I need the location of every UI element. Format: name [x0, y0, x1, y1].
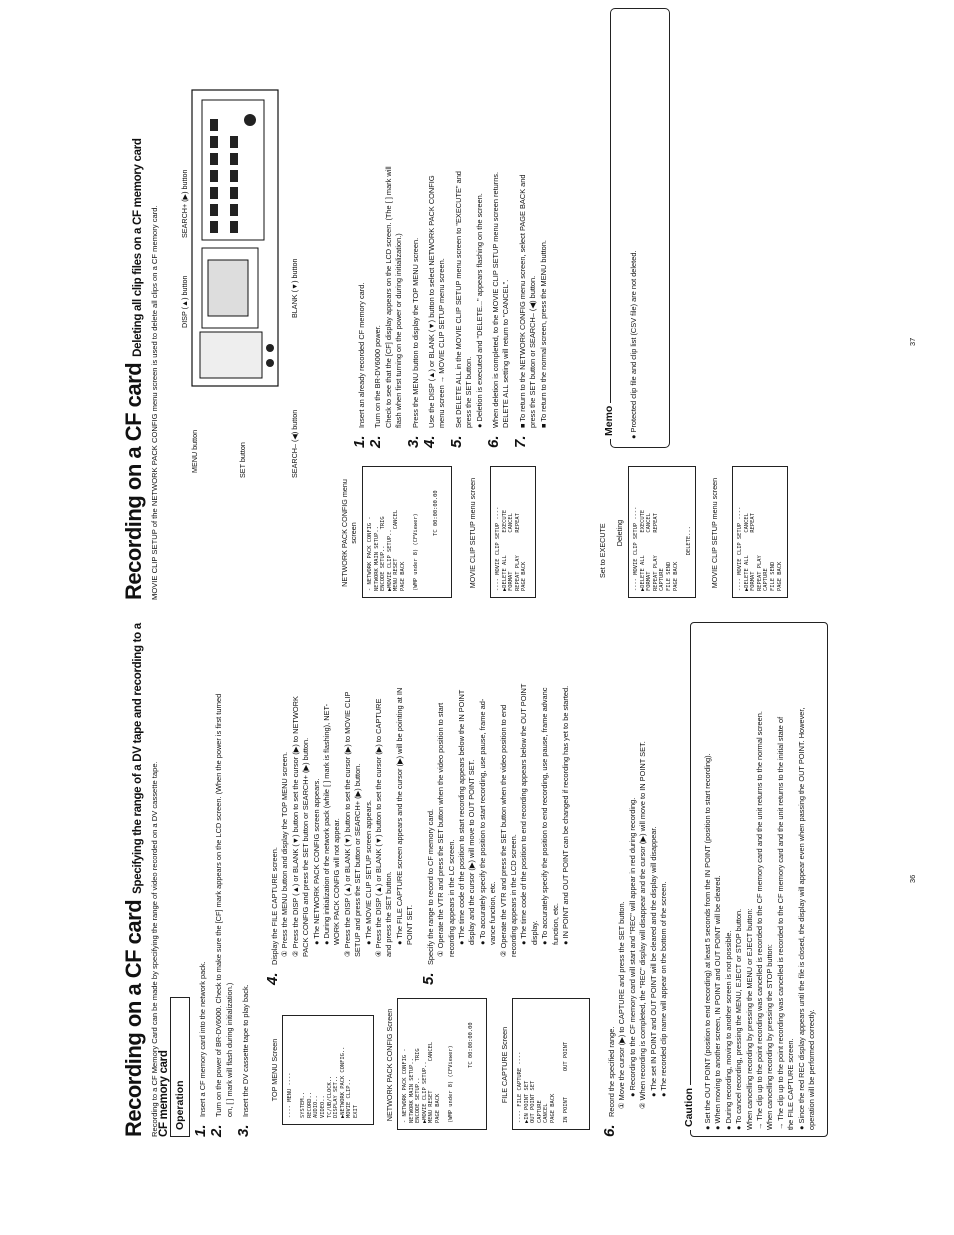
device-illustration: [190, 88, 280, 388]
step-text: ● Deletion is executed and "DELETE..." appears flashing on the screen.: [474, 193, 484, 428]
step-5-line: ● The time code of the position to end recording appears below the OUT POINT: [519, 683, 529, 945]
step-6-line: ② When recording is completed, the "REC" display will disappear and the cursor (▶) will move to IN POINT SET.: [638, 741, 648, 1109]
memo-text: ● Protected clip file and clip list (CSV file) are not deleted.: [629, 250, 638, 439]
step-4-title: Display the FILE CAPTURE screen.: [270, 847, 279, 965]
step-5-line: display and the cursor (▶) will move to OUT POINT SET.: [467, 759, 477, 945]
step-number-1: 1.: [351, 435, 368, 448]
deleting-screen: ---- MOVIE CLIP SETUP ---- ▶DELETE ALL EXECUTE FORMAT CANCEL REPEAT PLAY REPEAT CAPTURE FILE SEND PAGE BACK DELETE...: [628, 466, 696, 598]
step-4-line: ● The NETWORK PACK CONFIG screen appears.: [311, 778, 321, 945]
deleting-caption: Deleting: [615, 519, 624, 547]
step-5-line: ● To accurately specify the position to start recording, use pause, frame ad-: [477, 698, 487, 945]
caution-line: → The clip up to the point recording was cancelled is recorded to the CF memory card and the unit returns to the normal screen.: [755, 711, 765, 1130]
caution-line: operation will be performed correctly.: [807, 1009, 817, 1130]
page-subtitle: Specifying the range of a DV tape and recording to a CF memory card: [132, 623, 170, 1137]
step-3: Insert the DV cassette tape to play back.: [241, 984, 251, 1117]
step-text: flash when first turning on the power or during initialization.): [394, 233, 404, 428]
step-6-title: Record the specified range.: [607, 1026, 616, 1117]
step-5-line: recording appears in the LC screen.: [446, 839, 456, 957]
delete-steps: [351, 8, 549, 448]
caution-line: ● To cancel recording, pressing the MENU, EJECT or STOP button.: [734, 908, 744, 1130]
step-4-line: ④ Press the DISP (▲) or BLANK (▼) button to set the cursor (▶) to CAPTURE: [374, 698, 384, 957]
step-5-line: ● The time code of the position to start recording appears below the IN POINT: [456, 689, 466, 945]
step-text: ■ To return to the normal screen, press the MENU button.: [538, 240, 548, 428]
step-5-line: display.: [529, 920, 539, 945]
operation-title: Operation: [174, 1080, 186, 1130]
step-number-6: 6.: [601, 1124, 618, 1137]
step-text: Use the DISP (▲) or BLANK (▼) button to select NETWORK PACK CONFIG: [427, 175, 437, 428]
step-6-block: [601, 617, 669, 1137]
set-to-execute-label: Set to EXECUTE: [598, 523, 607, 578]
blank-button-label: BLANK (▼) button: [290, 258, 299, 318]
movie-clip-setup-caption-2: MOVIE CLIP SETUP menu screen: [710, 477, 719, 589]
step-6-line: ● The recorded clip name will appear on the bottom of the screen.: [659, 881, 669, 1097]
menu-button-label: MENU button: [190, 429, 199, 473]
net-pack-menu-screen: - NETWORK PACK CONFIG - NETWORK MAIN SETUP.. ENCODE SETUP.. TRIG ▶MOVIE CLIP SETUP.. MENU RESET CANCEL PAGE BACK (WMP under 8) (CFViewer) TC 00:00:00.00: [362, 466, 452, 598]
movie-clip-setup-screen-2: ---- MOVIE CLIP SETUP ---- ▶DELETE ALL CANCEL FORMAT REPEAT REPEAT PLAY CAPTURE FILE SEND PAGE BACK: [732, 466, 788, 598]
operation-header-box: [170, 997, 190, 1137]
step-number-5: 5.: [419, 972, 437, 985]
step-5-line: ② Operate the VTR and press the SET button when the video position to end: [498, 704, 508, 957]
caution-line: When cancelling recording by pressing the MENU or EJECT button:: [744, 908, 754, 1130]
set-button-label: SET button: [238, 442, 247, 478]
page-number: 37: [908, 337, 917, 346]
step-4-line: WORK PACK CONFIG will not appear.: [332, 818, 342, 945]
step-1: Insert a CF memory card into the network pack.: [198, 961, 207, 1117]
step-4-line: ● The MOVIE CLIP SETUP screen appears.: [363, 800, 373, 945]
page-title: Recording on a CF cardDeleting all clip files on a CF memory card: [121, 138, 146, 600]
memo-title: Memo: [603, 403, 615, 439]
step-number-6: 6.: [485, 435, 503, 448]
step-number-2: 2.: [367, 435, 385, 448]
caution-line: When cancelling recording by pressing the STOP button:: [765, 944, 775, 1130]
step-number-5: 5.: [447, 435, 465, 448]
step-5-line: recording appears in the LCD screen.: [508, 834, 518, 957]
net-pack-screen: - NETWORK PACK CONFIG - NETWORK MAIN SETUP.. ENCODE SETUP.. TRIG ▶MOVIE CLIP SETUP.. MENU RESET CANCEL PAGE BACK (WMP under 8) (CFViewer) TC 00:00:00.00: [397, 998, 487, 1130]
step-2a: Turn on the power of BR-DV6000. Check to make sure the [CF] mark appears on the LCD screen. (When the power is first turned: [214, 693, 224, 1117]
step-number-4: 4.: [264, 972, 281, 985]
step-6-line: ● Recording to the CF memory card will start and "REC" will appear in red during recording.: [627, 797, 637, 1097]
steps-1-3: [192, 617, 253, 1137]
step-text: ■ To return to the NETWORK CONFIG menu screen, select PAGE BACK and: [517, 174, 527, 428]
step-5-line: vance function, etc.: [488, 881, 498, 945]
step-5-line: ● IN POINT and OUT POINT can be changed if recording has yet to be started.: [560, 685, 570, 945]
step-4-line: ③ Press the DISP (▲) or BLANK (▼) button to set the cursor (▶) to MOVIE CLIP: [342, 691, 352, 957]
step-4-line: and press the SET button.: [384, 871, 394, 957]
step-text: When deletion is completed, to the MOVIE CLIP SETUP menu screen returns.: [491, 171, 501, 428]
search-plus-label: SEARCH+ (▶) button: [180, 169, 189, 238]
step-text: Set DELETE ALL in the MOVIE CLIP SETUP menu screen to "EXECUTE" and: [453, 171, 463, 428]
step-text: Insert an already recorded CF memory card.: [357, 282, 366, 428]
step-6-line: ● The set IN POINT and OUT POINT will be cleared and the display will disappear.: [648, 826, 658, 1097]
step-5-title: Specify the range to record to CF memory card.: [425, 808, 435, 965]
step-4-line: ● The FILE CAPTURE screen appears and the cursor (▶) will be pointing at IN: [394, 687, 404, 945]
disp-button-label: DISP (▲) button: [180, 275, 189, 328]
page-subtitle: Deleting all clip files on a CF memory card: [132, 138, 144, 357]
step-4-line: ① Press the MENU button and display the TOP MENU screen.: [280, 751, 290, 957]
step-2b: on, [ ] mark will flash during initialization.): [224, 982, 234, 1117]
step-text: Check to see that the [CF] display appears on the LCD screen. (The [ ] mark will: [383, 166, 393, 428]
step-text: menu screen → MOVIE CLIP SETUP menu screen.: [437, 258, 447, 428]
caution-line: ● During recording, moving to another screen is not possible.: [723, 930, 733, 1130]
top-menu-caption: TOP MENU Screen: [270, 1038, 279, 1102]
page-number: 36: [908, 874, 917, 883]
net-pack-caption: NETWORK PACK CONFIG Screen: [385, 1008, 394, 1122]
step-4-line: ② Press the DISP (▲) or BLANK (▼) button to set the cursor (▶) to NETWORK: [290, 696, 300, 957]
step-number-1: 1.: [192, 1124, 209, 1137]
file-capture-screen: ---- FILE CAPTURE ---- ▶IN POINT SET OUT POINT SET CAPTURE CANCEL PAGE BACK IN POINT OUT POINT: [512, 998, 590, 1130]
step-5-line: function, etc.: [550, 903, 560, 945]
movie-clip-setup-screen-1: ---- MOVIE CLIP SETUP ---- ▶DELETE ALL EXECUTE FORMAT CANCEL REPEAT PLAY REPEAT PAGE BACK: [490, 466, 536, 598]
step-6-line: ① Move the cursor (▶) to CAPTURE and press the SET button.: [617, 901, 627, 1109]
page-title: Recording on a CF cardSpecifying the range of a DV tape and recording to a CF memory card: [121, 623, 170, 1137]
net-pack-menu-caption: NETWORK PACK CONFIG menu screen: [340, 479, 358, 587]
vtr-panel-drawing: [190, 88, 280, 388]
intro-text: MOVIE CLIP SETUP of the NETWORK PACK CONFIG menu screen is used to delete all clips on a CF memory card.: [150, 205, 159, 600]
step-5-line: ① Operate the VTR and press the SET button when the video position to start: [436, 702, 446, 957]
intro-text: Recording to a CF Memory Card can be made by specifying the range of video recorded on a DV cassette tape.: [150, 761, 159, 1137]
step-4-line: PACK CONFIG and press the SET button or SEARCH+ (▶) button.: [301, 737, 311, 957]
step-text: press the SET button or SEARCH– (◀) button.: [528, 275, 538, 428]
step-number-2: 2.: [208, 1124, 226, 1137]
caution-line: → The clip up to the point recording was cancelled is recorded to the CF memory card and the unit returns to the initial state of: [775, 716, 785, 1130]
page-36: [0, 618, 954, 1235]
step-5-line: ● To accurately specify the position to end recording, use pause, frame advanc: [540, 687, 550, 945]
memo-box: [603, 8, 670, 448]
step-text: Turn on the BR-DV6000 power.: [373, 325, 383, 428]
file-capture-caption: FILE CAPTURE Screen: [500, 1026, 509, 1104]
search-minus-label: SEARCH– (◀) button: [290, 409, 299, 478]
step-4-line: SETUP and press the SET button or SEARCH+ (▶) button.: [353, 763, 363, 957]
step-4-line: ● During initialization of the network pack (while [ ] mark is flashing), NET-: [322, 703, 332, 945]
movie-clip-setup-caption-1: MOVIE CLIP SETUP menu screen: [468, 477, 477, 589]
step-number-3: 3.: [235, 1124, 253, 1137]
step-number-7: 7.: [511, 435, 529, 448]
step-text: press the SET button.: [464, 356, 474, 428]
step-4-line: POINT SET.: [405, 904, 415, 945]
caution-box: [683, 622, 828, 1137]
step-number-4: 4.: [421, 435, 439, 448]
step-text: Press the MENU button to display the TOP MENU screen.: [410, 237, 420, 428]
caution-line: the FILE CAPTURE screen.: [786, 1038, 796, 1130]
caution-line: ● Set the OUT POINT (position to end recording) at least 5 seconds from the IN POINT (position to start recording).: [703, 753, 712, 1130]
caution-title: Caution: [683, 1085, 695, 1130]
caution-line: ● Since the red REC display appears until the file is closed, the display will appear even when passing the OUT POINT. However,: [796, 707, 806, 1130]
top-menu-screen: ---- MENU ---- SYSTEM.. RECORD.. AUDIO.. VIDEO.. TC/UB/CLOCK.. DISPLAY SET.. ▶NETWORK PACK CONFIG.. MOVIE CLIP.. EXIT: [282, 1015, 374, 1125]
caution-lines: [703, 630, 817, 1130]
step-4-block: [264, 620, 571, 985]
step-number-3: 3.: [404, 435, 422, 448]
step-text: DELETE ALL setting will return to "CANCEL".: [501, 279, 511, 428]
caution-line: ● When moving to another screen, IN POINT and OUT POINT will be cleared.: [713, 875, 723, 1130]
